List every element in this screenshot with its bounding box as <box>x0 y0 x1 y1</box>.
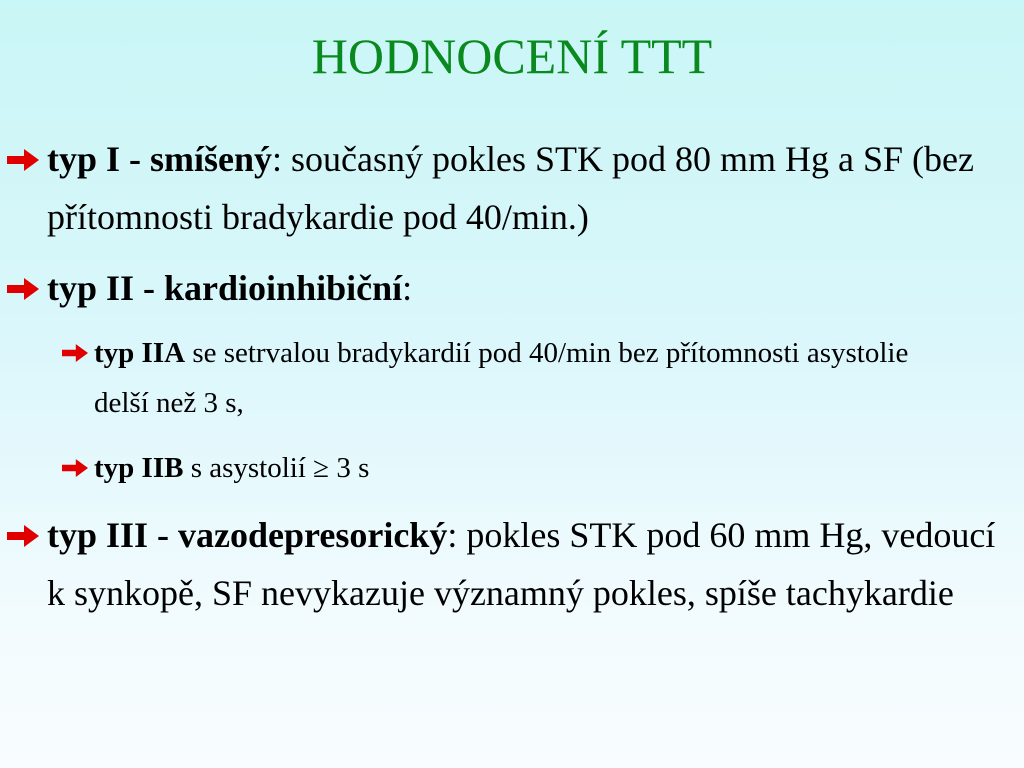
bullet-typ-iia <box>94 328 954 428</box>
bullet-separator: : <box>272 139 283 179</box>
bullet-text: se setrvalou bradykardií pod 40/min bez přítomnosti asystolie delší než 3 s, <box>94 337 909 419</box>
bullet-term: typ IIB <box>94 452 184 484</box>
bullet-term: typ IIA <box>94 337 186 369</box>
bullet-term: typ II - kardioinhibiční <box>47 268 403 308</box>
bullet-text: s asystolií ≥ 3 s <box>183 452 370 484</box>
bullet-term: typ I - smíšený <box>47 139 273 179</box>
bullet-typ-i <box>47 130 1007 246</box>
bullet-separator: : <box>447 515 458 555</box>
red-arrow-icon <box>7 278 39 300</box>
red-arrow-icon <box>7 149 39 171</box>
bullet-text: pokles STK pod 60 mm Hg, vedoucí k synkopě, SF nevykazuje významný pokles, spíše tachykardie <box>47 515 996 613</box>
red-arrow-icon <box>62 344 88 362</box>
red-arrow-icon <box>7 525 39 547</box>
bullet-typ-iib <box>94 443 954 493</box>
bullet-separator: : <box>402 268 413 308</box>
bullet-typ-iii <box>47 506 1007 622</box>
bullet-text: současný pokles STK pod 80 mm Hg a SF (bez přítomnosti bradykardie pod 40/min.) <box>47 139 974 237</box>
bullet-typ-ii <box>47 259 1007 317</box>
bullet-term: typ III - vazodepresorický <box>47 515 448 555</box>
slide-title: HODNOCENÍ TTT <box>311 28 713 84</box>
red-arrow-icon <box>62 459 88 477</box>
